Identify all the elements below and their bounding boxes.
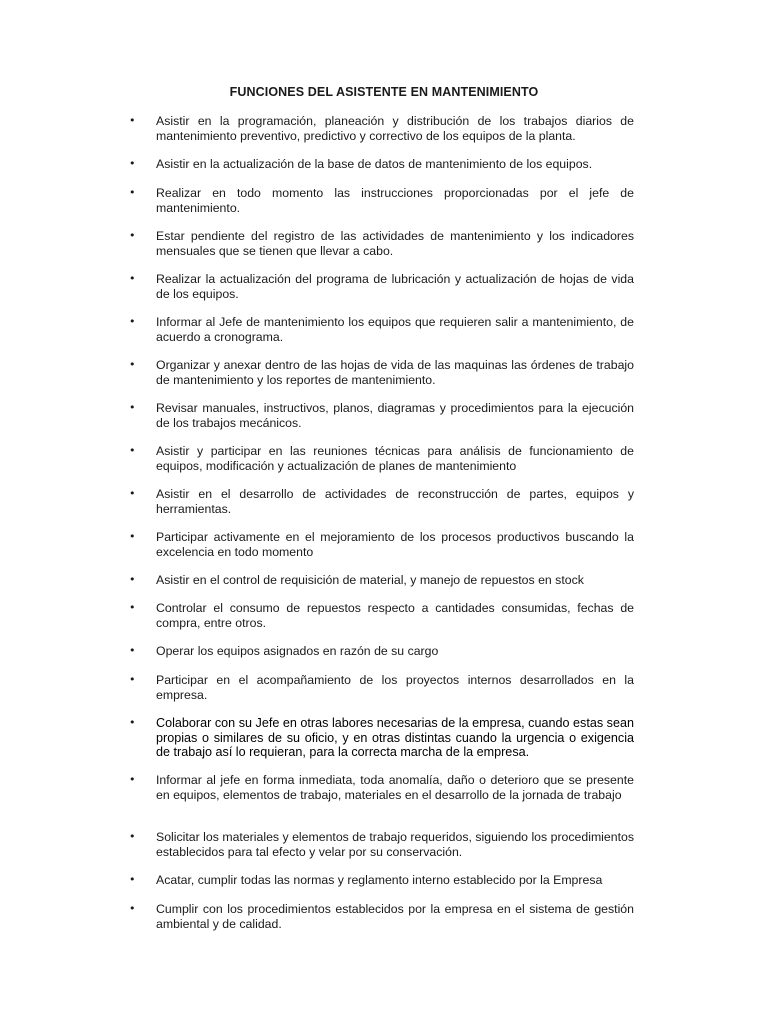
list-item-text: Cumplir con los procedimientos establecidos por la empresa en el sistema de gestión ambiental y de calidad. — [156, 902, 634, 931]
list-item-text: Realizar en todo momento las instrucciones proporcionadas por el jefe de mantenimiento. — [156, 186, 634, 215]
list-item-text: Estar pendiente del registro de las actividades de mantenimiento y los indicadores mensuales que se tienen que llevar a cabo. — [156, 229, 634, 258]
bullet-icon: • — [129, 530, 136, 543]
bullet-icon: • — [129, 830, 136, 843]
list-item-text: Asistir en el control de requisición de material, y manejo de repuestos en stock — [156, 573, 584, 587]
list-item-text: Acatar, cumplir todas las normas y reglamento interno establecido por la Empresa — [156, 873, 603, 887]
bullet-icon: • — [129, 773, 136, 786]
list-item-text: Organizar y anexar dentro de las hojas de vida de las maquinas las órdenes de trabajo de mantenimiento y los reportes de mantenimiento. — [156, 358, 634, 387]
bullet-icon: • — [129, 229, 136, 242]
list-item-text: Participar activamente en el mejoramiento de los procesos productivos buscando la excelencia en todo momento — [156, 530, 634, 559]
bullet-icon: • — [129, 114, 136, 127]
list-item-text: Informar al jefe en forma inmediata, toda anomalía, daño o deterioro que se presente en equipos, elementos de trabajo, materiales en el desarrollo de la jornada de trabajo — [156, 773, 634, 802]
list-item-text: Controlar el consumo de repuestos respecto a cantidades consumidas, fechas de compra, entre otros. — [156, 601, 634, 630]
list-item-text: Asistir en la actualización de la base de datos de mantenimiento de los equipos. — [156, 157, 593, 171]
bullet-icon: • — [129, 186, 136, 199]
bullet-icon: • — [129, 902, 136, 915]
list-item-text: Asistir en la programación, planeación y distribución de los trabajos diarios de mantenimiento preventivo, predictivo y correctivo de los equipos de la planta. — [156, 114, 634, 143]
list-item-text: Solicitar los materiales y elementos de trabajo requeridos, siguiendo los procedimientos establecidos para tal efecto y velar por su conservación. — [156, 830, 634, 859]
list-item-text: Informar al Jefe de mantenimiento los equipos que requieren salir a mantenimiento, de acuerdo a cronograma. — [156, 315, 634, 344]
list-item-text: Realizar la actualización del programa de lubricación y actualización de hojas de vida de los equipos. — [156, 272, 634, 301]
list-item-text: Operar los equipos asignados en razón de su cargo — [156, 644, 439, 658]
bullet-icon: • — [129, 873, 136, 886]
bullet-icon: • — [129, 716, 136, 729]
bullet-icon: • — [129, 157, 136, 170]
bullet-icon: • — [129, 315, 136, 328]
list-item-text: Asistir en el desarrollo de actividades de reconstrucción de partes, equipos y herramientas. — [156, 487, 634, 516]
bullet-icon: • — [129, 272, 136, 285]
bullet-icon: • — [129, 573, 136, 586]
bullet-icon: • — [129, 401, 136, 414]
bullet-icon: • — [129, 444, 136, 457]
document-title: FUNCIONES DEL ASISTENTE EN MANTENIMIENTO — [229, 85, 539, 99]
list-item-text: Colaborar con su Jefe en otras labores necesarias de la empresa, cuando estas sean propias o similares de su oficio, y en otras distintas cuando la urgencia o exigencia de trabajo así lo requieran, para la correcta marcha de la empresa. — [156, 716, 634, 759]
bullet-icon: • — [129, 644, 136, 657]
bullet-icon: • — [129, 673, 136, 686]
bullet-icon: • — [129, 487, 136, 500]
bullet-icon: • — [129, 358, 136, 371]
list-item-text: Revisar manuales, instructivos, planos, diagramas y procedimientos para la ejecución de los trabajos mecánicos. — [156, 401, 634, 430]
list-item-text: Participar en el acompañamiento de los proyectos internos desarrollados en la empresa. — [156, 673, 634, 702]
bullet-icon: • — [129, 601, 136, 614]
list-item-text: Asistir y participar en las reuniones técnicas para análisis de funcionamiento de equipos, modificación y actualización de planes de mantenimiento — [156, 444, 634, 473]
